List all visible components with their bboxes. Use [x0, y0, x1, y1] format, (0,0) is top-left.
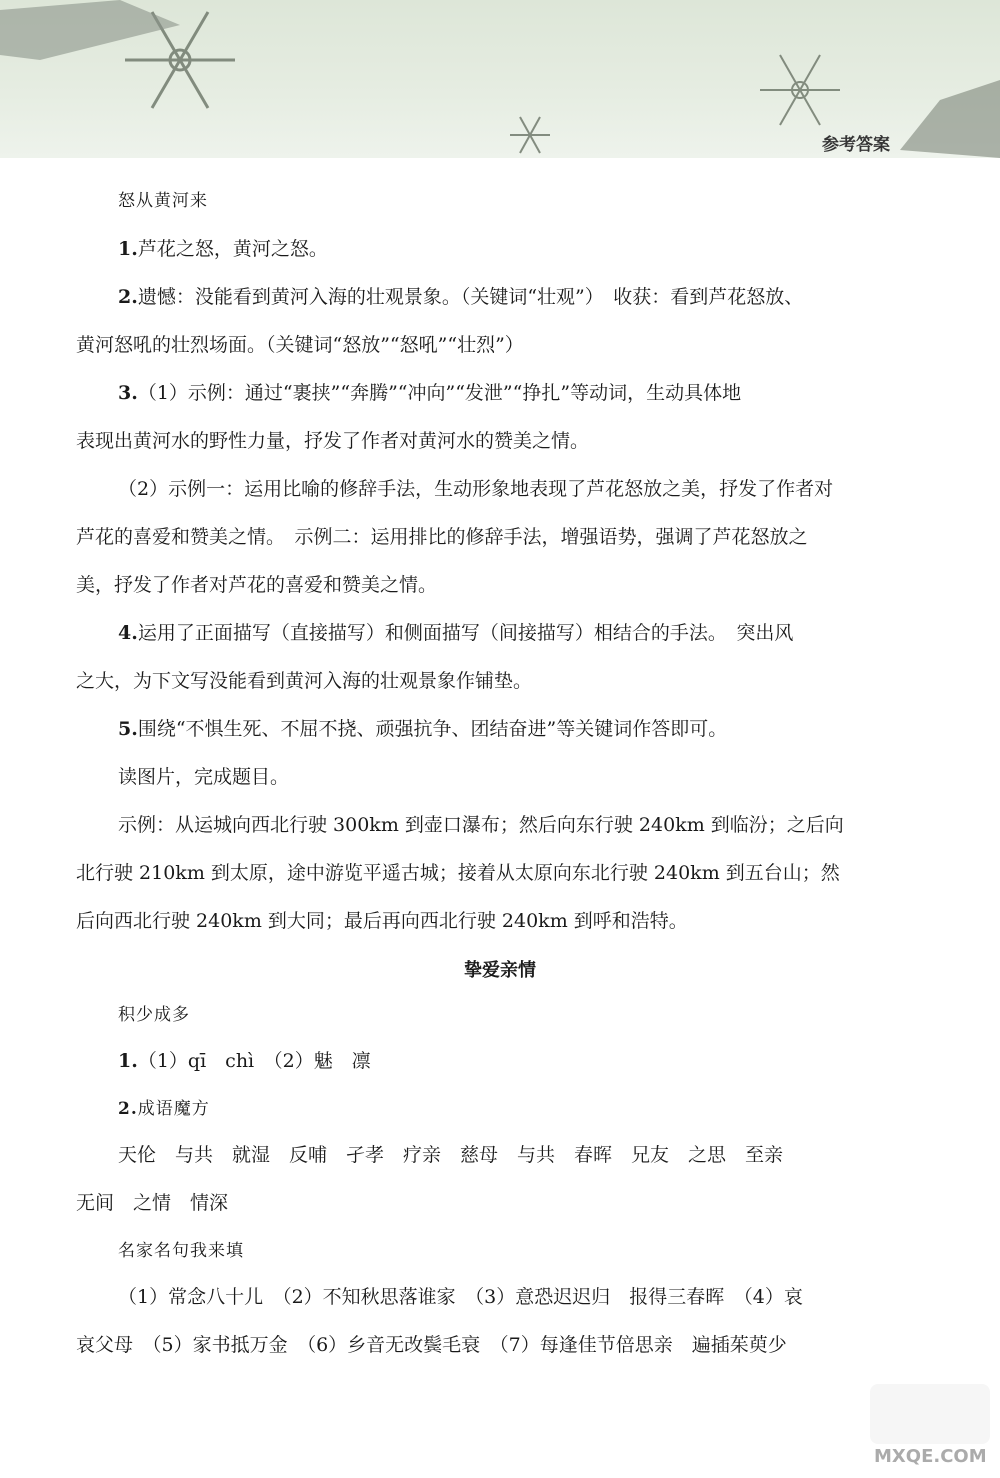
section-title: 挚爱亲情: [464, 960, 536, 981]
answer-3-line5: 美，抒发了作者对芦花的喜爱和赞美之情。: [76, 574, 438, 596]
answer-2-line1: 2.遗憾：没能看到黄河入海的壮观景象。（关键词“壮观”） 收获：看到芦花怒放、: [118, 286, 804, 308]
map-task-line3: 后向西北行驶 240km 到大同；最后再向西北行驶 240km 到呼和浩特。: [76, 910, 688, 932]
fill-line2: 哀父母 （5）家书抵万金 （6）乡音无改鬓毛衰 （7）每逢佳节倍思亲 遍插茱萸少: [76, 1334, 787, 1356]
map-task-line2: 北行驶 210km 到太原，途中游览平遥古城；接着从太原向东北行驶 240km 到五台山；然: [76, 862, 840, 884]
s2-answer-1: 1.（1）qī chì （2）魅 凛: [118, 1050, 371, 1072]
idiom-line2: 无间 之情 情深: [76, 1192, 229, 1214]
watermark-logo: [850, 1344, 1000, 1474]
section2-heading: 积少成多: [118, 1005, 190, 1025]
answer-4-line1: 4.运用了正面描写（直接描写）和侧面描写（间接描写）相结合的手法。 突出风: [118, 622, 794, 644]
section-heading: 怒从黄河来: [118, 191, 208, 211]
header-label: 参考答案: [822, 135, 890, 155]
answer-5: 5.围绕“不惧生死、不屈不挠、顽强抗争、团结奋进”等关键词作答即可。: [118, 718, 728, 740]
header-decoration-band: [0, 0, 1000, 158]
answer-1: 1.芦花之怒，黄河之怒。: [118, 238, 328, 260]
answer-3-line2: 表现出黄河水的野性力量，抒发了作者对黄河水的赞美之情。: [76, 430, 590, 452]
watermark-text: MXQE.COM: [874, 1446, 987, 1467]
answer-2-line2: 黄河怒吼的壮烈场面。（关键词“怒放”“怒吼”“壮烈”）: [76, 334, 524, 356]
watermark-logo-icon: [850, 1344, 1000, 1474]
answer-4-line2: 之大，为下文写没能看到黄河入海的壮观景象作铺垫。: [76, 670, 533, 692]
fill-line1: （1）常念八十儿 （2）不知秋思落谁家 （3）意恐迟迟归 报得三春晖 （4）哀: [118, 1286, 803, 1308]
answer-3-line4: 芦花的喜爱和赞美之情。 示例二：运用排比的修辞手法，增强语势，强调了芦花怒放之: [76, 526, 808, 548]
fill-heading: 名家名句我来填: [118, 1241, 244, 1261]
idiom-line1: 天伦 与共 就湿 反哺 孑孝 疗亲 慈母 与共 春晖 兄友 之思 至亲: [118, 1144, 784, 1166]
map-task-heading: 读图片，完成题目。: [118, 766, 290, 788]
s2-answer-2: 2.成语魔方: [118, 1099, 210, 1119]
answer-3-line3: （2）示例一：运用比喻的修辞手法，生动形象地表现了芦花怒放之美，抒发了作者对: [118, 478, 834, 500]
map-task-line1: 示例：从运城向西北行驶 300km 到壶口瀑布；然后向东行驶 240km 到临汾；之后向: [118, 814, 844, 836]
answer-3-line1: 3.（1）示例：通过“裹挟”“奔腾”“冲向”“发泄”“挣扎”等动词，生动具体地: [118, 382, 742, 404]
